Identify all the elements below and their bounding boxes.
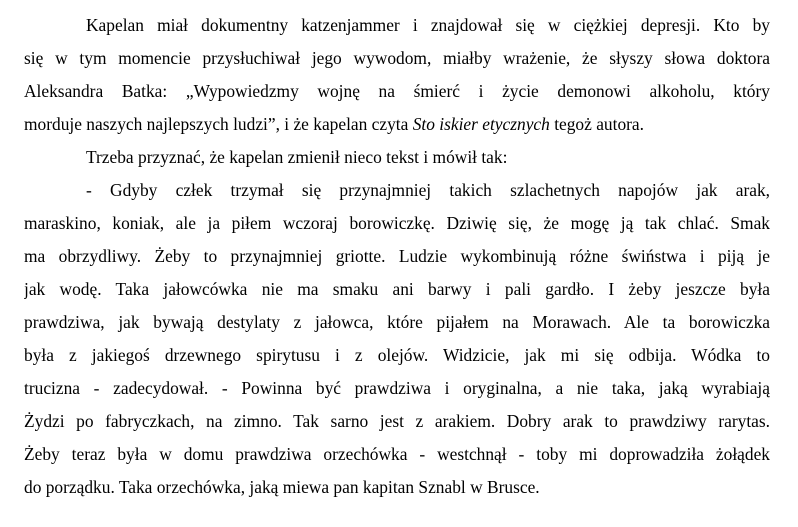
text-line: Żydzi po fabryczkach, na zimno. Tak sarno jest z arakiem. Dobry arak to prawdziwy rarytas. <box>24 411 770 431</box>
text-line: maraskino, koniak, ale ja piłem wczoraj borowiczkę. Dziwię się, że mogę ją tak chlać. Smak <box>24 213 770 233</box>
text-line: jak wodę. Taka jałowcówka nie ma smaku ani barwy i pali gardło. I żeby jeszcze była <box>24 279 770 299</box>
text-line: Aleksandra Batka: „Wypowiedzmy wojnę na śmierć i życie demonowi alkoholu, który <box>24 81 770 101</box>
text-run: morduje naszych najlepszych ludzi”, i że kapelan czyta <box>24 114 413 134</box>
text-line: prawdziwa, jak bywają destylaty z jałowca, które pijałem na Morawach. Ale ta borowiczka <box>24 312 770 332</box>
text-line: Trzeba przyznać, że kapelan zmienił nieco tekst i mówił tak: <box>86 147 508 167</box>
text-line: ma obrzydliwy. Żeby to przynajmniej griotte. Ludzie wykombinują różne świństwa i piją je <box>24 246 770 266</box>
text-line: trucizna - zadecydował. - Powinna być prawdziwa i oryginalna, a nie taka, jaką wyrabiają <box>24 378 770 398</box>
text-line: się w tym momencie przysłuchiwał jego wywodom, miałby wrażenie, że słyszy słowa doktora <box>24 48 770 68</box>
paragraph-3 <box>24 174 770 504</box>
book-title: Sto iskier etycznych <box>412 114 550 134</box>
text-line <box>24 108 770 141</box>
text-line: Kapelan miał dokumentny katzenjammer i znajdował się w ciężkiej depresji. Kto by <box>86 15 770 35</box>
text-run: tegoż autora. <box>549 114 644 134</box>
text-line: była z jakiegoś drzewnego spirytusu i z olejów. Widzicie, jak mi się odbija. Wódka to <box>24 345 770 365</box>
paragraph-1 <box>24 9 770 141</box>
text-line: do porządku. Taka orzechówka, jaką miewa pan kapitan Sznabl w Brusce. <box>24 477 540 497</box>
text-line: - Gdyby człek trzymał się przynajmniej takich szlachetnych napojów jak arak, <box>86 180 770 200</box>
paragraph-2 <box>24 141 770 174</box>
text-line: Żeby teraz była w domu prawdziwa orzechówka - westchnął - toby mi doprowadziła żołądek <box>24 444 770 464</box>
